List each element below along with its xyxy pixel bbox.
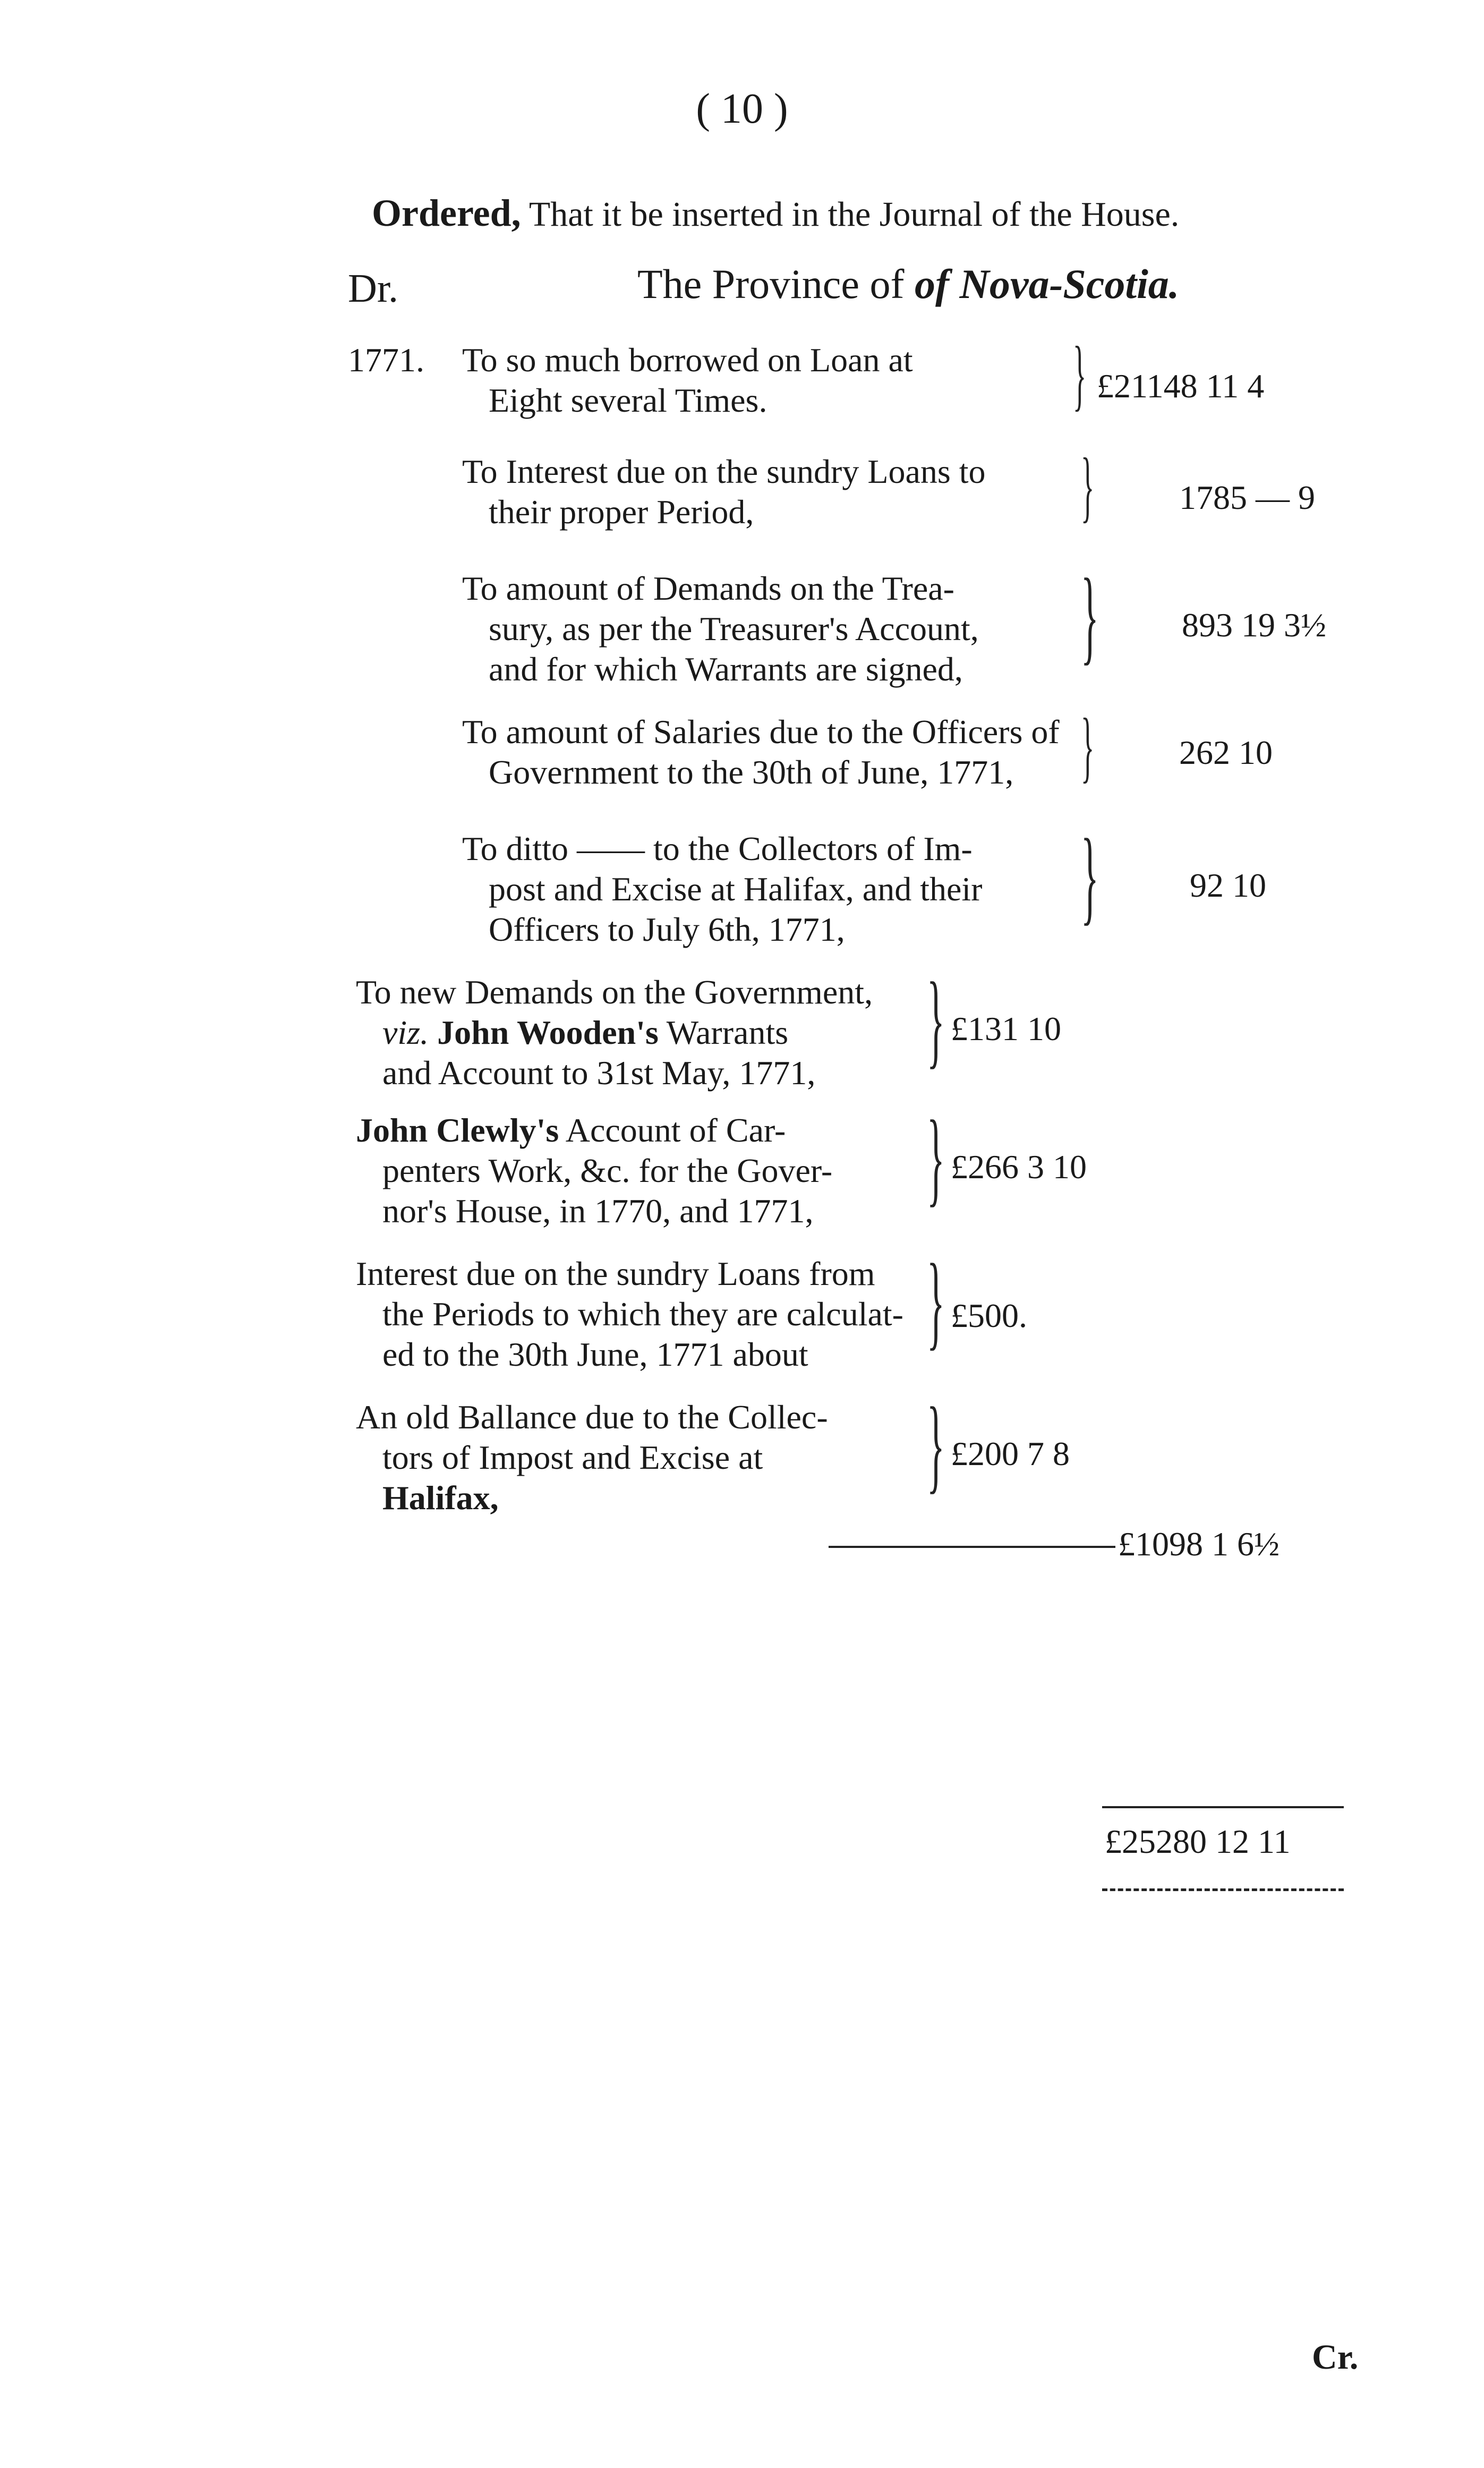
entry-interest-periods: [356, 1254, 903, 1375]
year-label: 1771.: [348, 341, 424, 379]
entry-line: To new Demands on the Government,: [356, 973, 873, 1011]
catchword: Cr.: [1312, 2338, 1359, 2377]
entry-line: penters Work, &c. for the Gover-: [382, 1152, 833, 1189]
entry-name: John Wooden's: [437, 1014, 659, 1051]
entry-line: To amount of Demands on the Trea-: [462, 569, 954, 607]
entry-line: Halifax,: [382, 1479, 499, 1517]
entry-line: nor's House, in 1770, and 1771,: [382, 1192, 814, 1230]
order-line: [372, 191, 1179, 235]
order-lead: Ordered,: [372, 192, 521, 234]
brace: }: [927, 1099, 945, 1216]
entry-line: To ditto —— to the Collectors of Im-: [462, 830, 973, 867]
entry-amount: 1785 — 9: [1179, 479, 1315, 516]
entry-text: Warrants: [658, 1014, 789, 1051]
grand-total: £25280 12 11: [1105, 1823, 1291, 1860]
total-rule-bottom: [1102, 1888, 1344, 1891]
entry-line: ed to the 30th June, 1771 about: [382, 1335, 808, 1373]
entry-amount: £131 10: [951, 1010, 1061, 1048]
entry-line: sury, as per the Treasurer's Account,: [489, 610, 979, 648]
entry-line: the Periods to which they are calculat-: [382, 1295, 903, 1333]
entry-collectors: [462, 829, 982, 950]
title-prefix: The Province of: [637, 261, 915, 307]
order-text: That it be inserted in the Journal of the House.: [521, 195, 1180, 234]
entry-carpenters: [356, 1110, 832, 1231]
account-title: [637, 260, 1179, 308]
brace: }: [1081, 557, 1099, 675]
entry-amount: 262 10: [1179, 734, 1273, 771]
entry-line: and for which Warrants are signed,: [489, 650, 963, 688]
entry-line: [356, 1110, 832, 1151]
entry-line: tors of Impost and Excise at: [382, 1439, 763, 1476]
debit-label: Dr.: [348, 266, 398, 311]
entry-new-demands: [356, 972, 873, 1093]
entry-interest: [462, 452, 986, 532]
entry-line: and Account to 31st May, 1771,: [382, 1054, 816, 1092]
entry-loan: [462, 340, 913, 421]
brace: }: [1081, 702, 1095, 790]
entry-line: their proper Period,: [489, 493, 754, 531]
subtotal-amount: £1098 1 6½: [1118, 1525, 1280, 1563]
entry-line: Government to the 30th of June, 1771,: [489, 753, 1014, 791]
entry-amount: £266 3 10: [951, 1148, 1087, 1186]
brace: }: [927, 1242, 945, 1360]
entry-amount: £200 7 8: [951, 1435, 1070, 1473]
page-number: ( 10 ): [696, 86, 788, 132]
brace: }: [1073, 330, 1087, 419]
entry-amount: 893 19 3½: [1182, 606, 1326, 644]
brace: }: [927, 1386, 945, 1503]
brace: }: [1081, 442, 1095, 530]
entry-line: Interest due on the sundry Loans from: [356, 1255, 875, 1292]
entry-amount: £500.: [951, 1297, 1027, 1334]
entry-line: [356, 1012, 873, 1053]
entry-text: Account of Car-: [559, 1111, 786, 1149]
entry-line: Officers to July 6th, 1771,: [489, 910, 845, 948]
entry-line: To so much borrowed on Loan at: [462, 341, 913, 379]
entry-amount: £21148 11 4: [1097, 367, 1265, 405]
entry-treasury: [462, 568, 979, 690]
entry-old-ballance: [356, 1397, 828, 1518]
brace: }: [927, 961, 945, 1078]
subtotal-rule: [829, 1546, 1115, 1548]
entry-line: An old Ballance due to the Collec-: [356, 1398, 828, 1436]
title-province: of Nova-Scotia.: [915, 261, 1180, 307]
total-rule-top: [1102, 1806, 1344, 1808]
entry-amount: 92 10: [1190, 866, 1266, 904]
entry-name: John Clewly's: [356, 1111, 559, 1149]
entry-line: To amount of Salaries due to the Officers of: [462, 713, 1060, 751]
entry-viz: viz.: [382, 1014, 438, 1051]
entry-salaries: [462, 712, 1060, 793]
entry-line: To Interest due on the sundry Loans to: [462, 453, 986, 490]
entry-line: Eight several Times.: [489, 381, 767, 419]
entry-line: post and Excise at Halifax, and their: [489, 870, 983, 908]
brace: }: [1081, 818, 1099, 935]
